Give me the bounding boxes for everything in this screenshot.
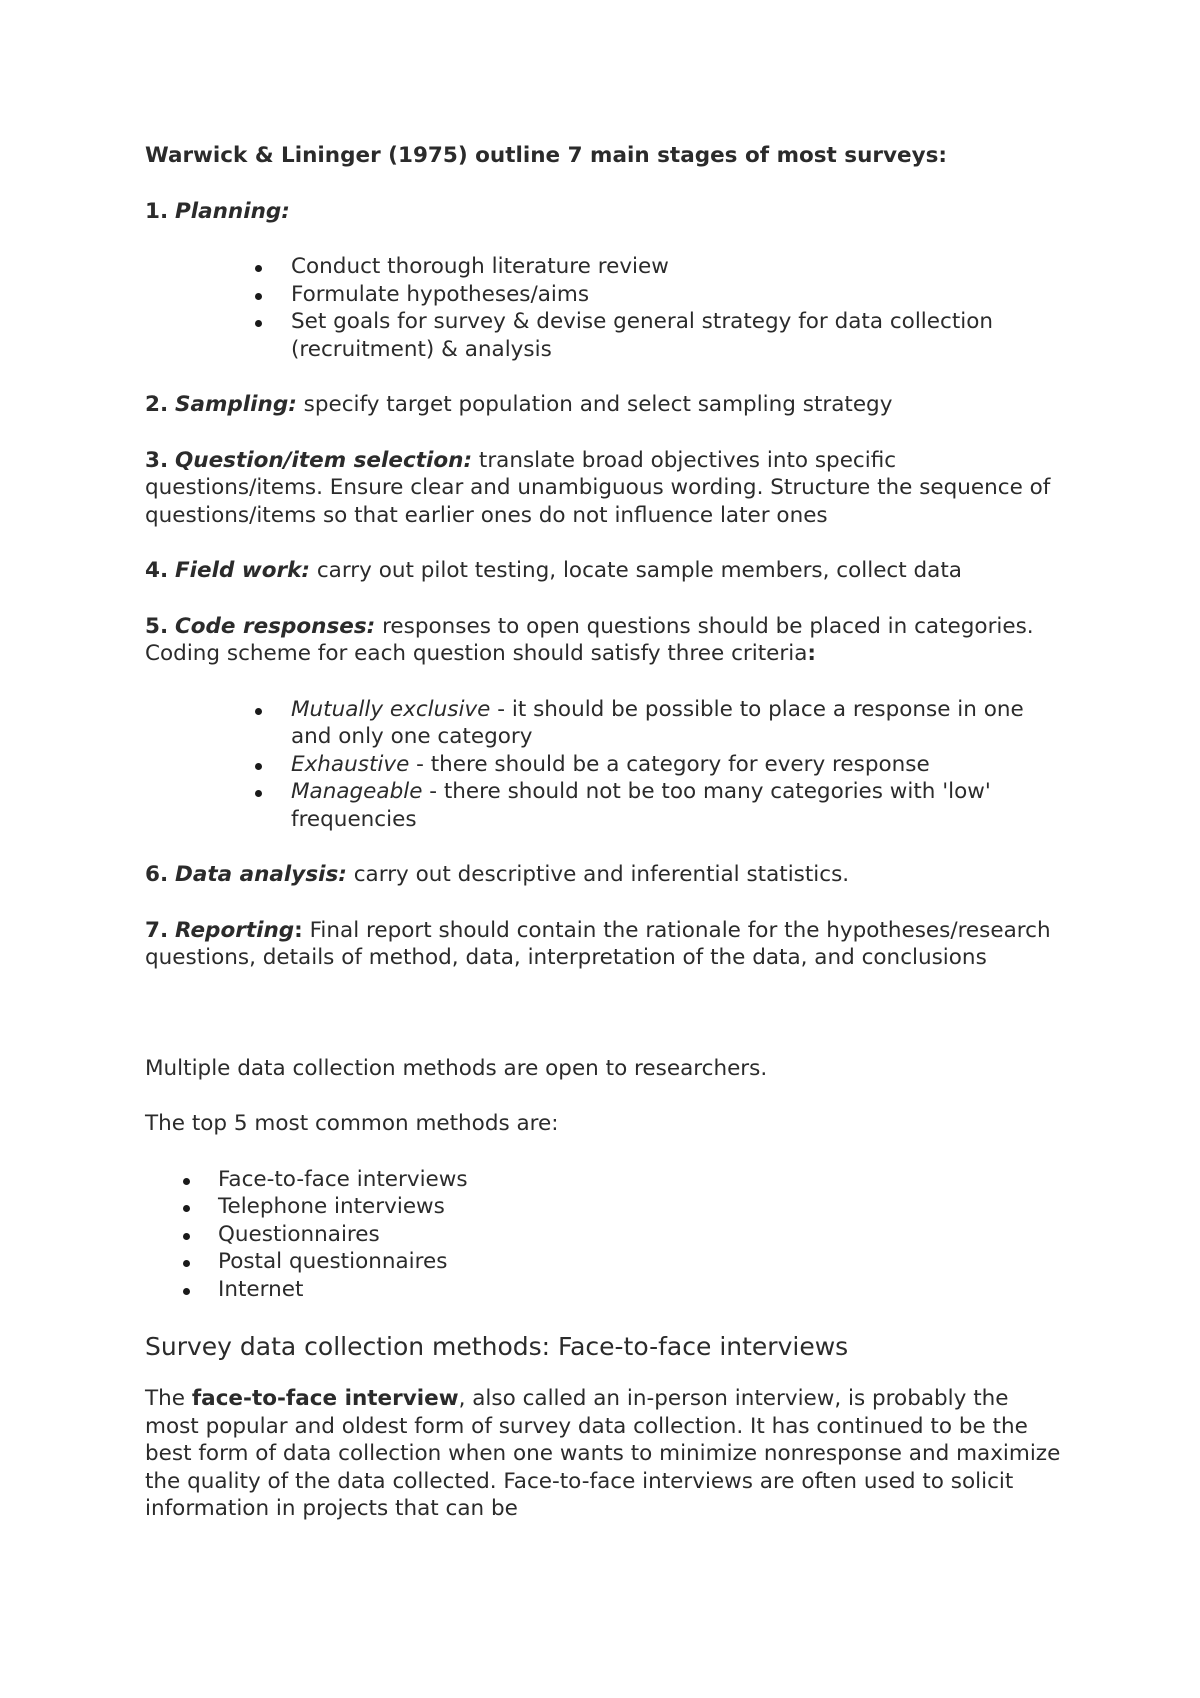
criterion-desc: - it should be possible to place a response in one and only one category [291, 696, 1024, 749]
stage-2-name: Sampling: [174, 392, 297, 417]
stage-4-name: Field work: [174, 558, 310, 583]
stage-3-name: Question/item selection: [174, 447, 473, 473]
stage-1-name: Planning: [174, 198, 290, 224]
stage-6-name: Data analysis: [174, 862, 347, 887]
stage-7-paragraph [145, 917, 1065, 972]
list-item: Formulate hypotheses/aims [145, 281, 1065, 309]
list-item: Set goals for survey & devise general strategy for data collection (recruitment) & analysis [145, 308, 1065, 363]
stage-5-number: 5. [145, 613, 169, 639]
stage-7-name: Reporting [174, 917, 295, 943]
stage-6-number: 6. [145, 862, 169, 887]
criterion-term: Exhaustive [291, 751, 410, 777]
methods-lead: The top 5 most common methods are: [145, 1111, 559, 1136]
stage-7-colon: : [294, 917, 303, 943]
stage-1-heading [145, 198, 1065, 226]
stage-4-number: 4. [145, 558, 169, 583]
list-item: Postal questionnaires [145, 1248, 1065, 1276]
methods-list [145, 1166, 1065, 1304]
list-item: Telephone interviews [145, 1193, 1065, 1221]
intro-heading: Warwick & Lininger (1975) outline 7 main stages of most surveys: [145, 143, 948, 168]
stage-1-number: 1. [145, 198, 169, 224]
final-pre: The [145, 1386, 192, 1411]
methods-intro: Multiple data collection methods are open to researchers. [145, 1055, 768, 1081]
stage-3-number: 3. [145, 447, 169, 473]
stage-5-criteria-list [145, 696, 1065, 834]
list-item [145, 696, 1065, 751]
criterion-desc: - there should not be too many categories with 'low' frequencies [291, 779, 991, 832]
stage-7-number: 7. [145, 917, 169, 943]
spacer [145, 1000, 1065, 1055]
list-item: Internet [145, 1276, 1065, 1304]
stage-7-text: Final report should contain the rationale for the hypotheses/research questions, details of method, data, interpretation of the data, and conclusions [145, 917, 1051, 970]
stage-1-list [145, 253, 1065, 363]
list-item [145, 751, 1065, 779]
criterion-desc: - there should be a category for every response [409, 751, 930, 777]
stage-6-paragraph [145, 861, 1065, 889]
criterion-term: Manageable [291, 779, 423, 804]
final-paragraph [145, 1385, 1065, 1523]
stage-6-text: carry out descriptive and inferential statistics. [353, 862, 850, 887]
final-post: , also called an in-person interview, is probably the most popular and oldest form of survey data collection. It has continued to be the best form of data collection when one wants to minimize nonresponse and maximize the quality of the data collected. Face-to-face interviews are often used to solicit information in projects that can be [145, 1386, 1061, 1521]
stage-5-name: Code responses: [174, 613, 376, 639]
list-item: Questionnaires [145, 1221, 1065, 1249]
section-heading: Survey data collection methods: Face-to-face interviews [145, 1332, 849, 1361]
stage-5-paragraph [145, 613, 1065, 668]
stage-5-colon: : [807, 641, 816, 666]
stage-2-number: 2. [145, 392, 169, 417]
document-page [145, 142, 1065, 1551]
stage-3-text: translate broad objectives into specific questions/items. Ensure clear and unambiguous wording. Structure the sequence of questions/items so that earlier ones do not influence later ones [145, 447, 1051, 528]
list-item: Face-to-face interviews [145, 1166, 1065, 1194]
list-item: Conduct thorough literature review [145, 253, 1065, 281]
stage-2-paragraph [145, 391, 1065, 419]
stage-4-text: carry out pilot testing, locate sample members, collect data [316, 558, 962, 583]
final-term: face-to-face interview [191, 1386, 459, 1411]
stage-3-paragraph [145, 447, 1065, 530]
stage-5-text: responses to open questions should be placed in categories. Coding scheme for each question should satisfy three criteria [145, 613, 1034, 666]
stage-4-paragraph [145, 557, 1065, 585]
criterion-term: Mutually exclusive [291, 696, 491, 722]
list-item [145, 778, 1065, 833]
stage-2-text: specify target population and select sampling strategy [303, 392, 893, 417]
